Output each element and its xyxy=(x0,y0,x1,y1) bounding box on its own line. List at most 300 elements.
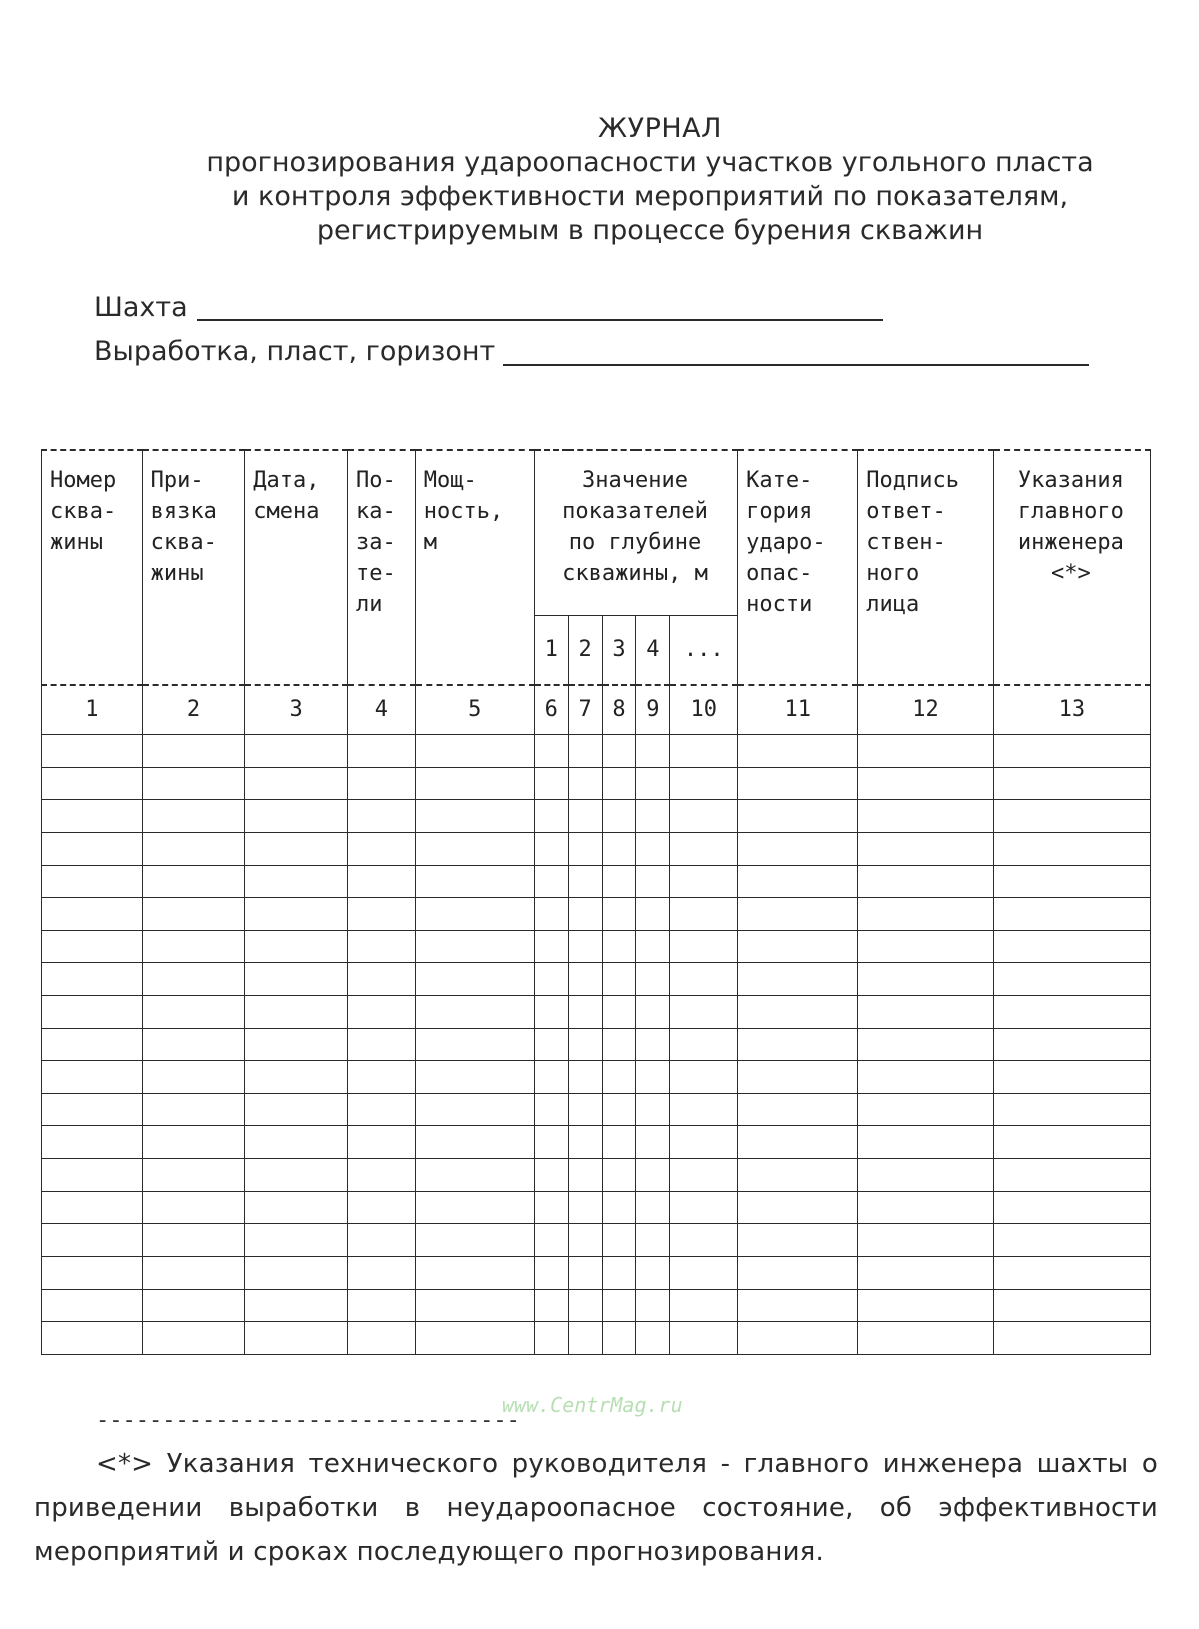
table-cell xyxy=(670,1126,738,1159)
table-cell xyxy=(858,1256,994,1289)
column-number-1: 1 xyxy=(42,685,143,735)
table-cell xyxy=(858,1028,994,1061)
table-cell xyxy=(245,1093,348,1126)
table-cell xyxy=(568,1061,602,1094)
table-cell xyxy=(636,1322,670,1355)
footnote xyxy=(34,1442,1158,1574)
table-cell xyxy=(568,963,602,996)
column-number-11: 11 xyxy=(738,685,858,735)
document-subtitle-line-3: регистрируемым в процессе бурения скважин xyxy=(316,215,984,246)
table-cell xyxy=(568,767,602,800)
table-cell xyxy=(602,930,636,963)
document-subtitle-line-1: прогнозирования удароопасности участков угольного пласта xyxy=(206,147,1094,178)
table-cell xyxy=(993,930,1150,963)
column-number-13: 13 xyxy=(993,685,1150,735)
table-cell xyxy=(636,735,670,768)
table-cell xyxy=(636,1028,670,1061)
table-cell xyxy=(534,1256,568,1289)
table-cell xyxy=(347,1028,415,1061)
table-cell xyxy=(993,1322,1150,1355)
table-cell xyxy=(670,1289,738,1322)
table-cell xyxy=(858,1126,994,1159)
table-cell xyxy=(858,1093,994,1126)
table-cell xyxy=(738,930,858,963)
table-cell xyxy=(534,865,568,898)
table-cell xyxy=(738,832,858,865)
table-cell xyxy=(534,1093,568,1126)
table-cell xyxy=(42,1256,143,1289)
table-cell xyxy=(415,963,534,996)
table-cell xyxy=(568,1224,602,1257)
table-cell xyxy=(670,1028,738,1061)
table-cell xyxy=(636,767,670,800)
table-cell xyxy=(602,1028,636,1061)
table-cell xyxy=(347,1191,415,1224)
table-cell xyxy=(568,930,602,963)
table-cell xyxy=(142,1126,245,1159)
table-cell xyxy=(415,767,534,800)
table-cell xyxy=(636,898,670,931)
table-cell xyxy=(142,1061,245,1094)
table-cell xyxy=(858,930,994,963)
table-cell xyxy=(602,832,636,865)
table-cell xyxy=(993,1126,1150,1159)
table-cell xyxy=(993,1191,1150,1224)
table-cell xyxy=(245,735,348,768)
table-cell xyxy=(245,1191,348,1224)
table-cell xyxy=(738,1289,858,1322)
table-cell xyxy=(568,1093,602,1126)
table-cell xyxy=(42,1126,143,1159)
table-row xyxy=(42,1191,1151,1224)
table-cell xyxy=(568,1159,602,1192)
table-row xyxy=(42,898,1151,931)
table-cell xyxy=(347,1126,415,1159)
table-cell xyxy=(415,832,534,865)
table-cell xyxy=(636,832,670,865)
table-cell xyxy=(142,930,245,963)
table-cell xyxy=(42,1093,143,1126)
table-cell xyxy=(534,1289,568,1322)
table-cell xyxy=(858,1159,994,1192)
table-cell xyxy=(858,865,994,898)
table-cell xyxy=(636,996,670,1029)
column-number-9: 9 xyxy=(636,685,670,735)
table-cell xyxy=(534,832,568,865)
table-cell xyxy=(568,1191,602,1224)
mine-label: Шахта xyxy=(94,292,188,323)
table-cell xyxy=(415,1093,534,1126)
table-cell xyxy=(993,1289,1150,1322)
table-cell xyxy=(245,930,348,963)
table-cell xyxy=(142,1224,245,1257)
table-cell xyxy=(670,1093,738,1126)
table-cell xyxy=(858,1289,994,1322)
table-cell xyxy=(568,1289,602,1322)
table-cell xyxy=(42,1322,143,1355)
table-cell xyxy=(245,963,348,996)
table-cell xyxy=(415,898,534,931)
table-cell xyxy=(670,800,738,833)
table-cell xyxy=(993,1093,1150,1126)
table-row xyxy=(42,1061,1151,1094)
table-cell xyxy=(42,996,143,1029)
table-cell xyxy=(738,1159,858,1192)
document-title-block xyxy=(150,112,1150,248)
table-cell xyxy=(670,735,738,768)
table-cell xyxy=(602,1061,636,1094)
table-cell xyxy=(993,996,1150,1029)
table-cell xyxy=(738,767,858,800)
header-chief-engineer-notes: Указания главного инженера <*> xyxy=(993,450,1150,685)
table-cell xyxy=(568,865,602,898)
table-cell xyxy=(602,963,636,996)
table-cell xyxy=(142,865,245,898)
table-cell xyxy=(347,1093,415,1126)
table-cell xyxy=(636,1126,670,1159)
subheader-depth-4: 4 xyxy=(636,616,670,685)
table-cell xyxy=(670,1159,738,1192)
table-cell xyxy=(534,767,568,800)
table-cell xyxy=(993,865,1150,898)
table-cell xyxy=(415,1126,534,1159)
table-cell xyxy=(245,996,348,1029)
table-cell xyxy=(347,1159,415,1192)
table-cell xyxy=(602,1289,636,1322)
table-cell xyxy=(142,996,245,1029)
header-signature: Подпись ответ- ствен- ного лица xyxy=(858,450,994,685)
seam-field xyxy=(94,335,495,369)
table-cell xyxy=(42,735,143,768)
table-cell xyxy=(142,832,245,865)
table-cell xyxy=(670,865,738,898)
table-cell xyxy=(636,1061,670,1094)
table-cell xyxy=(636,1289,670,1322)
table-row xyxy=(42,1159,1151,1192)
table-cell xyxy=(858,800,994,833)
table-cell xyxy=(858,898,994,931)
table-cell xyxy=(670,930,738,963)
table-cell xyxy=(347,1322,415,1355)
table-cell xyxy=(602,865,636,898)
table-cell xyxy=(42,1159,143,1192)
table-cell xyxy=(636,930,670,963)
table-cell xyxy=(568,1256,602,1289)
table-row xyxy=(42,865,1151,898)
table-cell xyxy=(142,1028,245,1061)
table-cell xyxy=(602,898,636,931)
table-cell xyxy=(347,996,415,1029)
column-number-12: 12 xyxy=(858,685,994,735)
table-cell xyxy=(142,1289,245,1322)
table-cell xyxy=(534,1028,568,1061)
table-cell xyxy=(636,1256,670,1289)
table-cell xyxy=(568,1028,602,1061)
table-cell xyxy=(602,1093,636,1126)
table-row xyxy=(42,930,1151,963)
table-cell xyxy=(602,1224,636,1257)
table-row xyxy=(42,800,1151,833)
table-cell xyxy=(347,865,415,898)
table-cell xyxy=(602,767,636,800)
table-cell xyxy=(42,1191,143,1224)
table-row xyxy=(42,1289,1151,1322)
table-cell xyxy=(142,1191,245,1224)
table-cell xyxy=(534,898,568,931)
table-cell xyxy=(636,800,670,833)
table-cell xyxy=(738,1256,858,1289)
table-cell xyxy=(993,832,1150,865)
table-cell xyxy=(245,865,348,898)
header-well-binding: При- вязка сква- жины xyxy=(142,450,245,685)
table-cell xyxy=(602,1126,636,1159)
table-cell xyxy=(738,735,858,768)
table-cell xyxy=(993,898,1150,931)
table-cell xyxy=(858,832,994,865)
table-cell xyxy=(738,1093,858,1126)
table-cell xyxy=(142,1256,245,1289)
table-cell xyxy=(245,1224,348,1257)
table-cell xyxy=(670,1061,738,1094)
table-cell xyxy=(42,930,143,963)
table-row xyxy=(42,996,1151,1029)
table-cell xyxy=(738,996,858,1029)
table-cell xyxy=(858,996,994,1029)
table-cell xyxy=(670,832,738,865)
table-cell xyxy=(245,767,348,800)
table-cell xyxy=(347,1289,415,1322)
table-row xyxy=(42,735,1151,768)
table-cell xyxy=(738,800,858,833)
document-title: ЖУРНАЛ xyxy=(598,113,722,144)
table-cell xyxy=(670,767,738,800)
table-cell xyxy=(142,767,245,800)
table-row xyxy=(42,1224,1151,1257)
table-cell xyxy=(142,1322,245,1355)
table-cell xyxy=(738,1191,858,1224)
table-cell xyxy=(636,1191,670,1224)
column-number-2: 2 xyxy=(142,685,245,735)
subheader-depth-2: 2 xyxy=(568,616,602,685)
table-cell xyxy=(568,800,602,833)
table-cell xyxy=(738,1224,858,1257)
seam-underline xyxy=(503,364,1089,366)
table-cell xyxy=(568,898,602,931)
watermark: www.CentrMag.ru xyxy=(502,1393,683,1417)
table-cell xyxy=(602,1191,636,1224)
table-cell xyxy=(347,1224,415,1257)
table-cell xyxy=(347,963,415,996)
table-cell xyxy=(636,1093,670,1126)
table-cell xyxy=(245,800,348,833)
table-row xyxy=(42,963,1151,996)
table-cell xyxy=(670,1224,738,1257)
table-cell xyxy=(415,1322,534,1355)
seam-label: Выработка, пласт, горизонт xyxy=(94,336,496,367)
table-cell xyxy=(670,963,738,996)
table-row xyxy=(42,832,1151,865)
table-row xyxy=(42,1126,1151,1159)
document-subtitle-line-2: и контроля эффективности мероприятий по показателям, xyxy=(231,181,1069,212)
table-cell xyxy=(245,832,348,865)
table-row xyxy=(42,1028,1151,1061)
table-cell xyxy=(347,767,415,800)
table-cell xyxy=(636,865,670,898)
table-cell xyxy=(534,930,568,963)
table-cell xyxy=(415,800,534,833)
table-cell xyxy=(142,963,245,996)
journal-table xyxy=(41,449,1151,1355)
subheader-depth-1: 1 xyxy=(534,616,568,685)
table-cell xyxy=(415,735,534,768)
table-cell xyxy=(602,1159,636,1192)
column-number-10: 10 xyxy=(670,685,738,735)
table-cell xyxy=(347,898,415,931)
table-cell xyxy=(415,930,534,963)
table-cell xyxy=(347,735,415,768)
table-cell xyxy=(415,865,534,898)
column-number-row xyxy=(42,685,1151,735)
table-cell xyxy=(42,832,143,865)
table-cell xyxy=(42,767,143,800)
table-cell xyxy=(670,996,738,1029)
table-cell xyxy=(415,1028,534,1061)
table-cell xyxy=(993,963,1150,996)
table-cell xyxy=(858,963,994,996)
table-cell xyxy=(534,1159,568,1192)
table-cell xyxy=(415,1256,534,1289)
table-cell xyxy=(142,735,245,768)
table-cell xyxy=(670,1256,738,1289)
table-cell xyxy=(993,1159,1150,1192)
table-cell xyxy=(42,865,143,898)
table-cell xyxy=(245,1289,348,1322)
table-cell xyxy=(42,1028,143,1061)
table-cell xyxy=(42,1224,143,1257)
table-cell xyxy=(142,1093,245,1126)
mine-field xyxy=(94,291,188,325)
table-cell xyxy=(602,735,636,768)
table-cell xyxy=(534,735,568,768)
table-cell xyxy=(568,832,602,865)
table-cell xyxy=(245,1028,348,1061)
table-cell xyxy=(568,1126,602,1159)
table-cell xyxy=(142,800,245,833)
table-cell xyxy=(415,1159,534,1192)
table-cell xyxy=(42,1289,143,1322)
table-cell xyxy=(568,996,602,1029)
table-cell xyxy=(534,996,568,1029)
table-cell xyxy=(534,963,568,996)
table-cell xyxy=(993,767,1150,800)
table-cell xyxy=(415,1061,534,1094)
table-cell xyxy=(42,1061,143,1094)
table-cell xyxy=(670,898,738,931)
table-cell xyxy=(245,1126,348,1159)
table-row xyxy=(42,1093,1151,1126)
table-cell xyxy=(347,930,415,963)
table-cell xyxy=(670,1322,738,1355)
table-cell xyxy=(858,767,994,800)
header-thickness: Мощ- ность, м xyxy=(415,450,534,685)
header-depth-values: Значение показателей по глубине скважины, м xyxy=(534,450,737,616)
table-cell xyxy=(858,1191,994,1224)
table-cell xyxy=(993,735,1150,768)
table-cell xyxy=(415,996,534,1029)
table-cell xyxy=(568,735,602,768)
table-cell xyxy=(415,1224,534,1257)
table-cell xyxy=(347,1061,415,1094)
header-indicators: По- ка- за- те- ли xyxy=(347,450,415,685)
table-cell xyxy=(636,963,670,996)
table-cell xyxy=(534,1061,568,1094)
table-cell xyxy=(534,800,568,833)
header-hazard-category: Кате- гория ударо- опас- ности xyxy=(738,450,858,685)
table-cell xyxy=(670,1191,738,1224)
footnote-text: <*> Указания технического руководителя - главного инженера шахты о приведении выработки в неудароопасное состояние, об эффективности мероприятий и сроках последующего прогнозирования. xyxy=(34,1449,1158,1567)
table-cell xyxy=(602,1322,636,1355)
table-cell xyxy=(602,996,636,1029)
table-cell xyxy=(42,898,143,931)
table-row xyxy=(42,1322,1151,1355)
table-cell xyxy=(738,865,858,898)
table-cell xyxy=(142,1159,245,1192)
table-row xyxy=(42,1256,1151,1289)
table-cell xyxy=(738,1061,858,1094)
table-cell xyxy=(993,1028,1150,1061)
table-cell xyxy=(245,1322,348,1355)
table-cell xyxy=(738,1028,858,1061)
table-cell xyxy=(42,963,143,996)
footnote-separator: -------------------------------- xyxy=(96,1408,520,1433)
table-cell xyxy=(858,1061,994,1094)
column-number-3: 3 xyxy=(245,685,348,735)
table-cell xyxy=(993,1224,1150,1257)
column-number-4: 4 xyxy=(347,685,415,735)
table-cell xyxy=(347,800,415,833)
table-cell xyxy=(534,1224,568,1257)
header-date-shift: Дата, смена xyxy=(245,450,348,685)
table-cell xyxy=(245,1159,348,1192)
column-number-5: 5 xyxy=(415,685,534,735)
mine-underline xyxy=(197,319,883,321)
column-number-8: 8 xyxy=(602,685,636,735)
subheader-depth-more: ... xyxy=(670,616,738,685)
table-cell xyxy=(738,898,858,931)
table-cell xyxy=(245,1061,348,1094)
table-cell xyxy=(738,1322,858,1355)
table-cell xyxy=(993,1256,1150,1289)
table-cell xyxy=(738,963,858,996)
table-cell xyxy=(602,800,636,833)
table-cell xyxy=(993,800,1150,833)
table-cell xyxy=(415,1289,534,1322)
table-cell xyxy=(858,1322,994,1355)
table-cell xyxy=(347,1256,415,1289)
table-cell xyxy=(415,1191,534,1224)
table-cell xyxy=(636,1224,670,1257)
table-cell xyxy=(568,1322,602,1355)
header-row xyxy=(42,450,1151,616)
table-cell xyxy=(534,1191,568,1224)
column-number-6: 6 xyxy=(534,685,568,735)
column-number-7: 7 xyxy=(568,685,602,735)
table-cell xyxy=(993,1061,1150,1094)
table-cell xyxy=(636,1159,670,1192)
table-cell xyxy=(245,898,348,931)
table-cell xyxy=(534,1322,568,1355)
table-cell xyxy=(142,898,245,931)
